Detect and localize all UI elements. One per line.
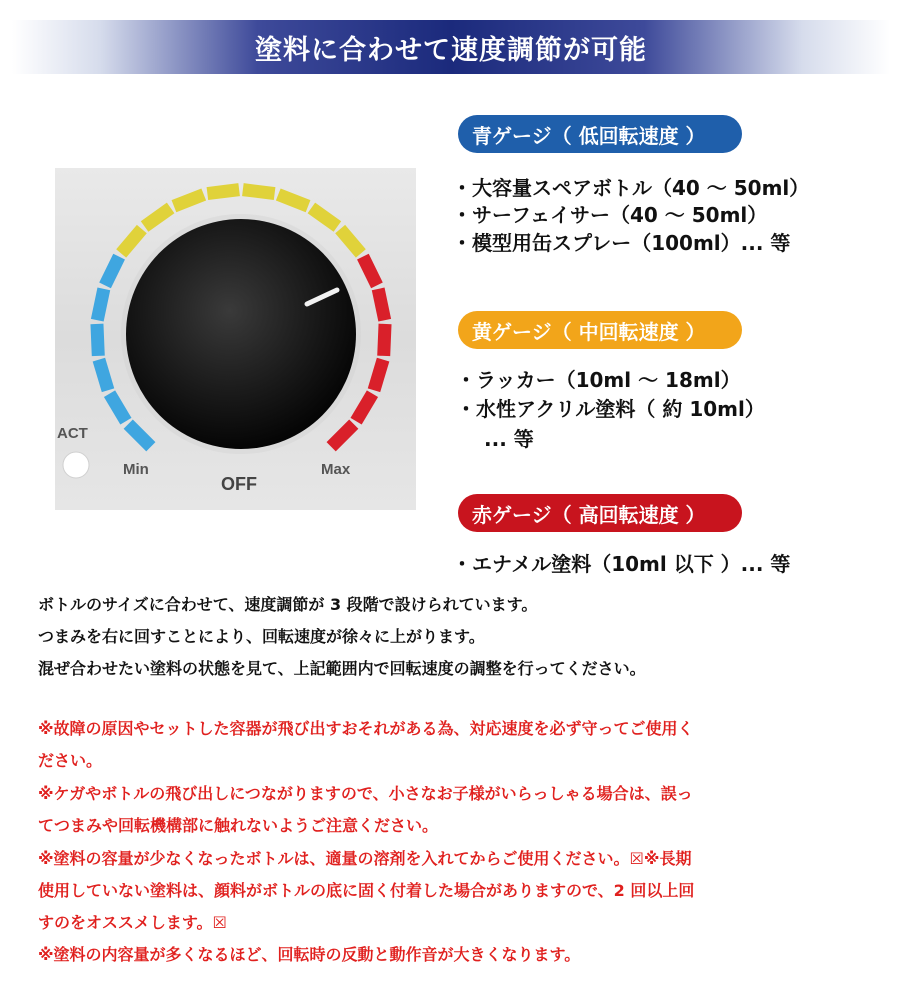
warning-line: ※故障の原因やセットした容器が飛び出すおそれがある為、対応速度を必ず守ってご使用く: [38, 719, 694, 738]
gauge-segment: [91, 288, 110, 322]
blue-gauge-item: ・サーフェイサー（40 ～ 50ml）: [452, 203, 768, 227]
gauge-segment: [351, 390, 379, 424]
gauge-segment: [372, 288, 391, 322]
yellow-gauge-item: ・ラッカー（10ml ～ 18ml）: [456, 368, 741, 392]
warning-line: ※塗料の内容量が多くなるほど、回転時の反動と動作音が大きくなります。: [38, 945, 581, 964]
warning-line: すのをオススメします。☒: [38, 913, 227, 932]
warning-line: ※塗料の容量が少なくなったボトルは、適量の溶剤を入れてからご使用ください。☒※長期: [38, 849, 692, 868]
act-indicator-light: [63, 452, 89, 478]
description-line: つまみを右に回すことにより、回転速度が徐々に上がります。: [38, 627, 485, 646]
title-banner: [12, 20, 890, 74]
max-label: Max: [321, 461, 351, 478]
gauge-segment: [116, 225, 147, 258]
gauge-segment: [90, 324, 104, 357]
min-label: Min: [123, 461, 149, 478]
page-title: 塗料に合わせて速度調節が可能: [255, 34, 647, 66]
blue-gauge-badge: [458, 115, 742, 153]
blue-gauge-item: ・模型用缶スプレー（100ml）... 等: [452, 231, 791, 255]
description-line: 混ぜ合わせたい塗料の状態を見て、上記範囲内で回転速度の調整を行ってください。: [38, 659, 646, 678]
gauge-segment: [308, 203, 342, 232]
gauge-segment: [377, 324, 391, 357]
yellow-gauge-label: 黄ゲージ（ 中回転速度 ）: [472, 319, 706, 344]
gauge-segment: [104, 390, 132, 424]
off-label: OFF: [221, 474, 257, 494]
gauge-segment: [99, 254, 125, 288]
gauge-segment: [242, 183, 275, 200]
warning-line: ださい。: [38, 751, 103, 770]
description-line: ボトルのサイズに合わせて、速度調節が 3 段階で設けられています。: [38, 595, 538, 614]
red-gauge-item: ・エナメル塗料（10ml 以下 ）... 等: [452, 552, 791, 576]
gauge-segment: [357, 254, 383, 288]
gauge-segment: [276, 188, 311, 212]
blue-gauge-item: ・大容量スペアボトル（40 ～ 50ml）: [452, 176, 810, 200]
speed-dial-panel: [55, 168, 416, 510]
warning-line: 使用していない塗料は、顔料がボトルの底に固く付着した場合がありますので、2 回以上回: [38, 881, 695, 900]
gauge-segment: [207, 183, 240, 200]
blue-gauge-label: 青ゲージ（ 低回転速度 ）: [472, 123, 706, 148]
warning-line: ※ケガやボトルの飛び出しにつながりますので、小さなお子様がいらっしゃる場合は、誤っ: [38, 784, 693, 803]
gauge-segment: [368, 358, 390, 392]
yellow-gauge-item: ... 等: [484, 427, 534, 451]
gauge-segment: [335, 225, 366, 258]
gauge-segment: [93, 358, 115, 392]
yellow-gauge-item: ・水性アクリル塗料（ 約 10ml）: [456, 397, 765, 421]
yellow-gauge-badge: [458, 311, 742, 349]
act-label: ACT: [57, 425, 88, 442]
gauge-segment: [327, 420, 359, 452]
red-gauge-label: 赤ゲージ（ 高回転速度 ）: [472, 502, 706, 527]
speed-dial-graphic: [55, 168, 416, 510]
gauge-segment: [172, 188, 207, 212]
gauge-segment: [141, 203, 175, 232]
red-gauge-badge: [458, 494, 742, 532]
warning-line: てつまみや回転機構部に触れないようご注意ください。: [38, 816, 439, 835]
gauge-segment: [124, 420, 156, 452]
speed-knob[interactable]: [126, 219, 356, 449]
